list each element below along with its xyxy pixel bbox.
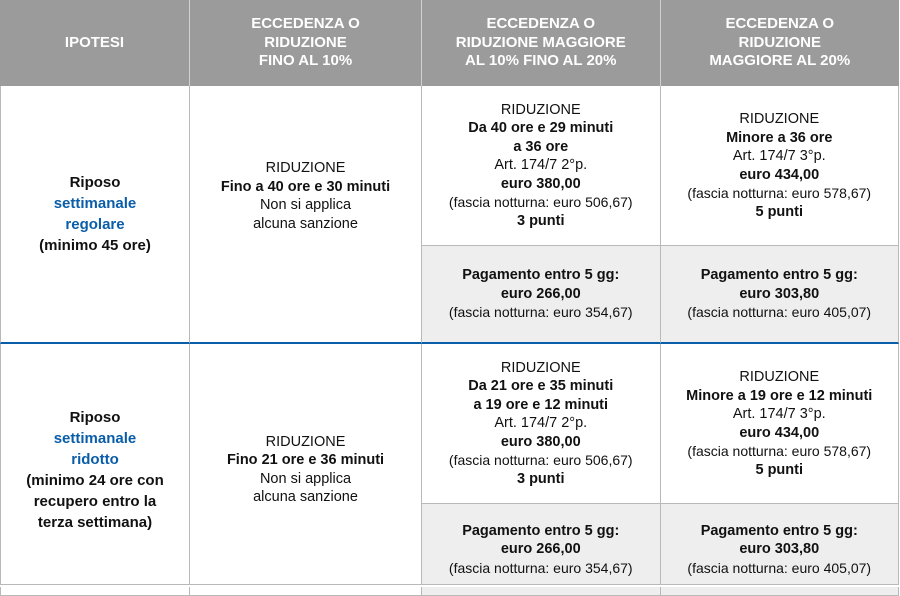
- cell-night-fine: (fascia notturna: euro 506,67): [448, 452, 633, 469]
- header-ipotesi: [0, 0, 190, 86]
- cell-label: RIDUZIONE: [739, 369, 820, 385]
- cell-night-fine: (fascia notturna: euro 578,67): [687, 443, 872, 459]
- cell-points: 5 punti: [755, 203, 804, 220]
- cell-fine: euro 380,00: [500, 433, 581, 450]
- cell-night-fine: (fascia notturna: euro 506,67): [448, 194, 633, 211]
- hyp-line-highlight: ridotto: [71, 450, 119, 468]
- header-line: RIDUZIONE: [738, 33, 821, 51]
- regolare-10-to-20-payment: [422, 246, 661, 344]
- ridotto-10-to-20-payment: [422, 504, 661, 596]
- hypothesis-ridotto: [0, 344, 190, 596]
- cell-label: RIDUZIONE: [500, 101, 581, 118]
- header-over-20: [661, 0, 900, 86]
- payment-title: Pagamento entro 5 gg:: [462, 522, 620, 539]
- cell-points: 3 punti: [516, 212, 565, 229]
- cell-article: Art. 174/7 3°p.: [732, 406, 826, 422]
- cell-label: RIDUZIONE: [739, 111, 820, 127]
- header-line: ECCEDENZA O: [486, 15, 596, 33]
- ridotto-over-20: [661, 344, 900, 504]
- cell-article: Art. 174/7 2°p.: [494, 415, 588, 432]
- cell-article: Art. 174/7 2°p.: [494, 157, 588, 174]
- hyp-line: Riposo: [69, 408, 121, 426]
- header-up-to-10: [190, 0, 422, 86]
- hyp-line: terza settimana): [37, 513, 153, 531]
- payment-title: Pagamento entro 5 gg:: [462, 267, 620, 284]
- cell-threshold: Fino a 40 ore e 30 minuti: [220, 178, 391, 195]
- payment-amount: euro 266,00: [500, 285, 581, 302]
- regolare-over-20-payment: [661, 246, 900, 344]
- cell-range: Da 40 ore e 29 minuti: [468, 120, 614, 137]
- cell-points: 5 punti: [755, 461, 804, 478]
- payment-night: (fascia notturna: euro 405,07): [687, 304, 872, 321]
- header-line: ECCEDENZA O: [251, 15, 360, 33]
- header-line: RIDUZIONE: [264, 33, 347, 51]
- cell-points: 3 punti: [516, 470, 565, 487]
- cell-note: Non si applica: [259, 197, 352, 213]
- ridotto-up-to-10: [190, 344, 422, 596]
- header-line: AL 10% FINO AL 20%: [465, 52, 617, 70]
- header-line: MAGGIORE AL 20%: [709, 52, 851, 70]
- payment-title: Pagamento entro 5 gg:: [700, 522, 858, 539]
- cell-range: Da 21 ore e 35 minuti: [468, 378, 614, 395]
- header-line: FINO AL 10%: [258, 52, 353, 70]
- payment-title: Pagamento entro 5 gg:: [700, 267, 858, 284]
- regolare-10-to-20: [422, 86, 661, 246]
- hyp-line-highlight: settimanale: [53, 429, 137, 447]
- payment-amount: euro 303,80: [739, 285, 820, 302]
- header-line: ECCEDENZA O: [725, 15, 835, 33]
- cell-night-fine: (fascia notturna: euro 578,67): [687, 185, 872, 201]
- regolare-up-to-10: [190, 86, 422, 344]
- cell-threshold: Fino 21 ore e 36 minuti: [226, 452, 385, 468]
- hyp-line: recupero entro la: [33, 492, 157, 510]
- payment-night: (fascia notturna: euro 354,67): [448, 559, 633, 576]
- hypothesis-regolare: [0, 86, 190, 344]
- ridotto-10-to-20: [422, 344, 661, 504]
- cell-label: RIDUZIONE: [500, 359, 581, 376]
- cell-note: Non si applica: [259, 470, 352, 487]
- hyp-line-highlight: settimanale: [53, 195, 137, 212]
- regolare-over-20: [661, 86, 900, 246]
- cell-range: a 19 ore e 12 minuti: [473, 396, 609, 413]
- cell-range: a 36 ore: [513, 138, 569, 155]
- cell-fine: euro 434,00: [739, 424, 820, 441]
- cell-fine: euro 380,00: [500, 175, 581, 192]
- header-line: RIDUZIONE MAGGIORE: [455, 33, 626, 51]
- hyp-line: (minimo 45 ore): [39, 237, 151, 254]
- cell-label: RIDUZIONE: [265, 433, 346, 450]
- hyp-line: Riposo: [69, 174, 121, 191]
- cell-note: alcuna sanzione: [253, 215, 358, 232]
- cell-fine: euro 434,00: [739, 166, 820, 183]
- cell-article: Art. 174/7 3°p.: [732, 148, 826, 164]
- payment-amount: euro 266,00: [500, 541, 581, 558]
- payment-night: (fascia notturna: euro 405,07): [687, 559, 872, 576]
- payment-amount: euro 303,80: [739, 541, 820, 558]
- cell-note: alcuna sanzione: [253, 489, 358, 505]
- cell-range: Minore a 36 ore: [726, 129, 833, 146]
- cell-label: RIDUZIONE: [265, 160, 346, 176]
- hyp-line-highlight: regolare: [65, 216, 125, 233]
- payment-night: (fascia notturna: euro 354,67): [448, 304, 633, 321]
- cell-range: Minore a 19 ore e 12 minuti: [686, 387, 873, 404]
- hyp-line: (minimo 24 ore con: [26, 471, 164, 489]
- header-ipotesi-label: IPOTESI: [64, 33, 125, 51]
- header-10-to-20: [422, 0, 661, 86]
- ridotto-over-20-payment: [661, 504, 900, 596]
